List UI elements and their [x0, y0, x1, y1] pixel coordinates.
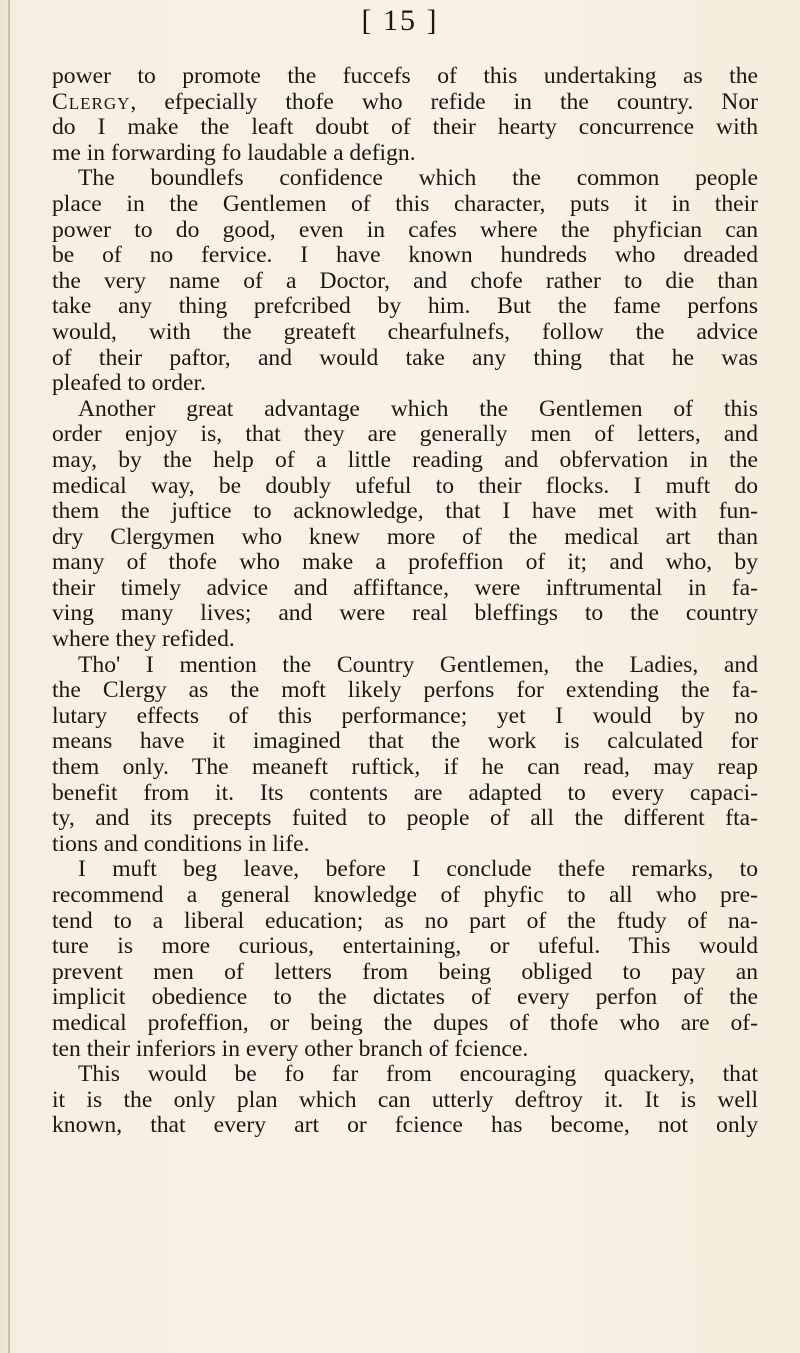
text-line: implicit obedience to the dictates of every perfon of the [52, 985, 758, 1011]
text-line: the very name of a Doctor, and chofe rather to die than [52, 268, 758, 294]
text-line: tions and conditions in life. [52, 831, 310, 857]
text-line: means have it imagined that the work is calculated for [52, 729, 758, 755]
text-line: them only. The meaneft ruftick, if he can read, may reap [52, 755, 758, 781]
text-line: them the juftice to acknowledge, that I have met with fun- [52, 499, 758, 525]
text-line: place in the Gentlemen of this character, puts it in their [52, 191, 758, 217]
text-line: may, by the help of a little reading and obfervation in the [52, 447, 758, 473]
text-line: power to promote the fuccefs of this undertaking as the [52, 64, 758, 89]
text-line: where they refided. [52, 627, 235, 653]
text-line: the Clergy as the moft likely perfons for extending the fa- [52, 678, 758, 704]
text-line: Another great advantage which the Gentlemen of this [78, 396, 758, 422]
text-line: tend to a liberal education; as no part of the ftudy of na- [52, 908, 758, 934]
text-line: many of thofe who make a profeffion of it; and who, by [52, 550, 758, 576]
text-line: ten their inferiors in every other branch of fcience. [52, 1036, 529, 1062]
text-line: take any thing prefcribed by him. But the fame perfons [52, 294, 758, 320]
text-line: power to do good, even in cafes where the phyfician can [52, 217, 758, 243]
body-text [52, 64, 758, 1139]
text-line: I muft beg leave, before I conclude thefe remarks, to [78, 857, 758, 883]
text-line: Tho' I mention the Country Gentlemen, the Ladies, and [78, 652, 758, 678]
text-line: The boundlefs confidence which the common people [78, 166, 758, 192]
text-line: do I make the leaft doubt of their hearty concurrence with [52, 115, 758, 141]
text-line: be of no fervice. I have known hundreds who dreaded [52, 243, 758, 269]
text-line: order enjoy is, that they are generally men of letters, and [52, 422, 758, 448]
text-line: recommend a general knowledge of phyfic to all who pre- [52, 883, 758, 908]
page-number-header: [ 15 ] [361, 4, 439, 37]
text-line: of their paftor, and would take any thing that he was [52, 345, 758, 371]
text-line: dry Clergymen who knew more of the medical art than [52, 524, 758, 550]
text-line: it is the only plan which can utterly deftroy it. It is well [52, 1087, 758, 1113]
text-line: ture is more curious, entertaining, or ufeful. This would [52, 934, 758, 960]
text-line: known, that every art or fcience has become, not only [52, 1113, 758, 1139]
page-edge-line [8, 0, 10, 1353]
text-line: prevent men of letters from being obliged to pay an [52, 959, 758, 985]
text-line: This would be fo far from encouraging quackery, that [78, 1062, 758, 1088]
text-line: would, with the greateft chearfulnefs, follow the advice [52, 319, 758, 345]
text-line: ty, and its precepts fuited to people of all the different fta- [52, 806, 758, 832]
text-line: pleafed to order. [52, 371, 206, 397]
text-line: medical way, be doubly ufeful to their flocks. I muft do [52, 473, 758, 499]
text-line: ving many lives; and were real bleffings to the country [52, 601, 758, 627]
text-line: Clergy, efpecially thofe who refide in the country. Nor [52, 89, 758, 115]
text-line: their timely advice and affiftance, were inftrumental in fa- [52, 575, 758, 601]
text-line: me in forwarding fo laudable a defign. [52, 140, 416, 166]
text-line: lutary effects of this performance; yet I would by no [52, 703, 758, 729]
text-line: benefit from it. Its contents are adapted to every capaci- [52, 780, 758, 806]
text-line: medical profeffion, or being the dupes of thofe who are of- [52, 1010, 758, 1036]
